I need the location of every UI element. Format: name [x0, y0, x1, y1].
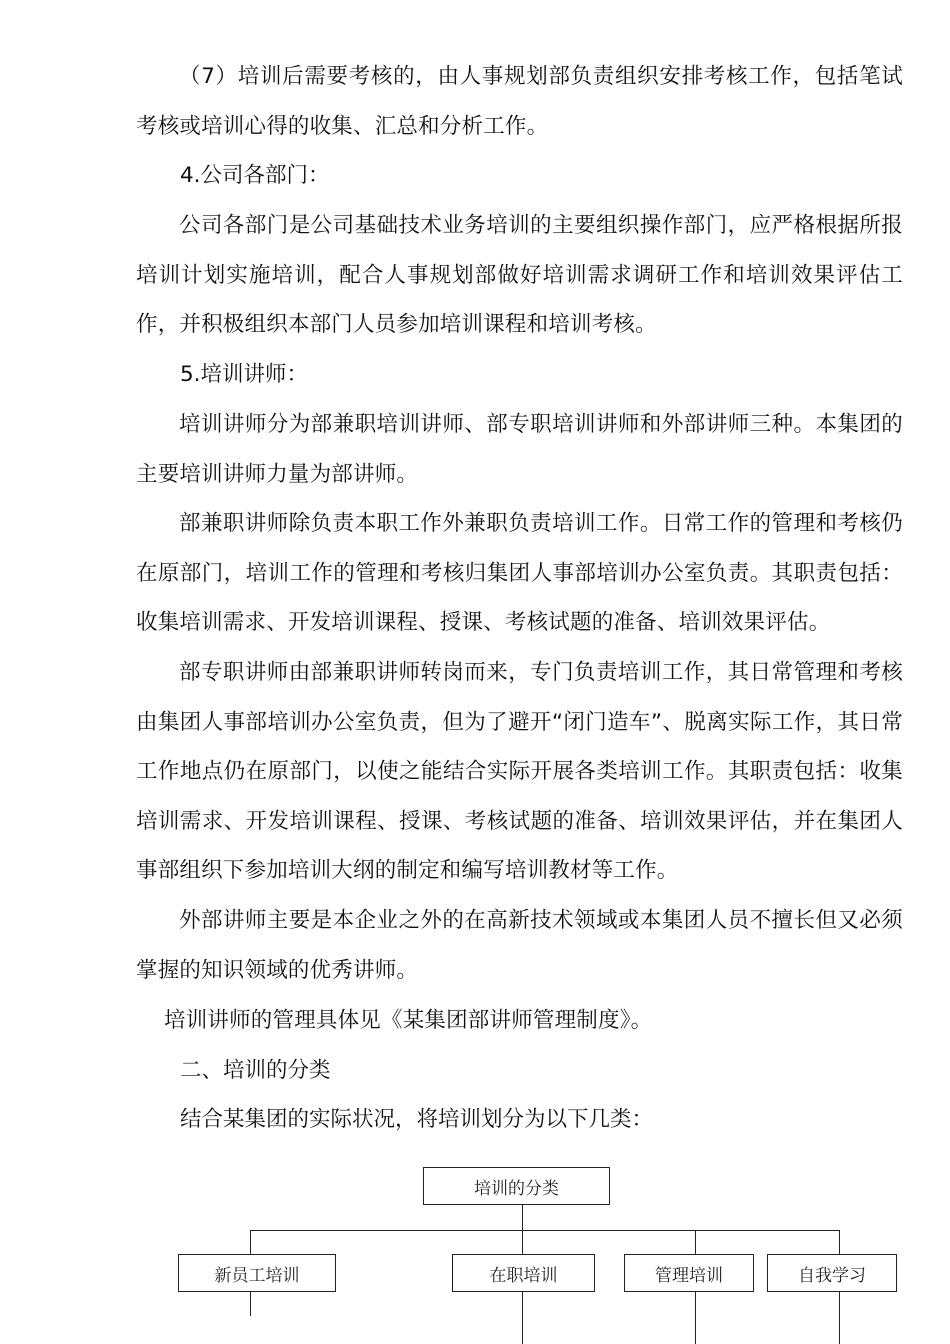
connector-drop-1: [250, 1230, 251, 1255]
diagram-node-management: 管理培训: [624, 1254, 754, 1292]
paragraph-assessment: （7）培训后需要考核的，由人事规划部负责组织安排考核工作，包括笔试考核或培训心得的收集、汇总和分析工作。: [136, 64, 903, 139]
paragraph-lecturer-management: 培训讲师的管理具体见《某集团部讲师管理制度》。: [164, 1008, 653, 1033]
connector-below-2: [522, 1292, 523, 1344]
paragraph-categories-intro: 结合某集团的实际状况，将培训划分为以下几类：: [180, 1107, 654, 1132]
connector-below-4: [839, 1292, 840, 1344]
paragraph-parttime-lecturers: 部兼职讲师除负责本职工作外兼职负责培训工作。日常工作的管理和考核仍在原部门，培训工作的管理和考核归集团人事部培训办公室负责。其职责包括：收集培训需求、开发培训课程、授课、考核试题的准备、培训效果评估。: [136, 511, 903, 635]
connector-drop-3: [695, 1230, 696, 1255]
connector-below-3: [695, 1292, 696, 1344]
diagram-root-node: 培训的分类: [423, 1167, 610, 1205]
diagram-node-new-employee: 新员工培训: [178, 1254, 336, 1292]
connector-drop-2: [522, 1230, 523, 1255]
paragraph-departments: 公司各部门是公司基础技术业务培训的主要组织操作部门，应严格根据所报培训计划实施培训，配合人事规划部做好培训需求调研工作和培训效果评估工作，并积极组织本部门人员参加培训课程和培训考核。: [136, 213, 903, 337]
connector-root-stem: [522, 1205, 523, 1231]
connector-below-1: [250, 1292, 251, 1316]
heading-lecturers: 5.培训讲师：: [180, 362, 309, 387]
diagram-node-on-the-job: 在职培训: [452, 1254, 595, 1292]
heading-departments: 4.公司各部门：: [180, 163, 330, 188]
paragraph-fulltime-lecturers: 部专职讲师由部兼职讲师转岗而来，专门负责培训工作，其日常管理和考核由集团人事部培训办公室负责，但为了避开“闭门造车”、脱离实际工作，其日常工作地点仍在原部门，以使之能结合实际开展各类培训工作。其职责包括：收集培训需求、开发培训课程、授课、考核试题的准备、培训效果评估，并在集团人事部组织下参加培训大纲的制定和编写培训教材等工作。: [136, 660, 903, 883]
connector-drop-4: [839, 1230, 840, 1255]
training-classification-diagram: [0, 1150, 950, 1344]
heading-training-categories: 二、培训的分类: [180, 1058, 331, 1083]
diagram-node-self-learning: 自我学习: [767, 1254, 897, 1292]
paragraph-lecturer-types: 培训讲师分为部兼职培训讲师、部专职培训讲师和外部讲师三种。本集团的主要培训讲师力量为部讲师。: [136, 412, 903, 487]
connector-horizontal: [250, 1230, 840, 1231]
paragraph-external-lecturers: 外部讲师主要是本企业之外的在高新技术领域或本集团人员不擅长但又必须掌握的知识领域的优秀讲师。: [136, 908, 903, 983]
